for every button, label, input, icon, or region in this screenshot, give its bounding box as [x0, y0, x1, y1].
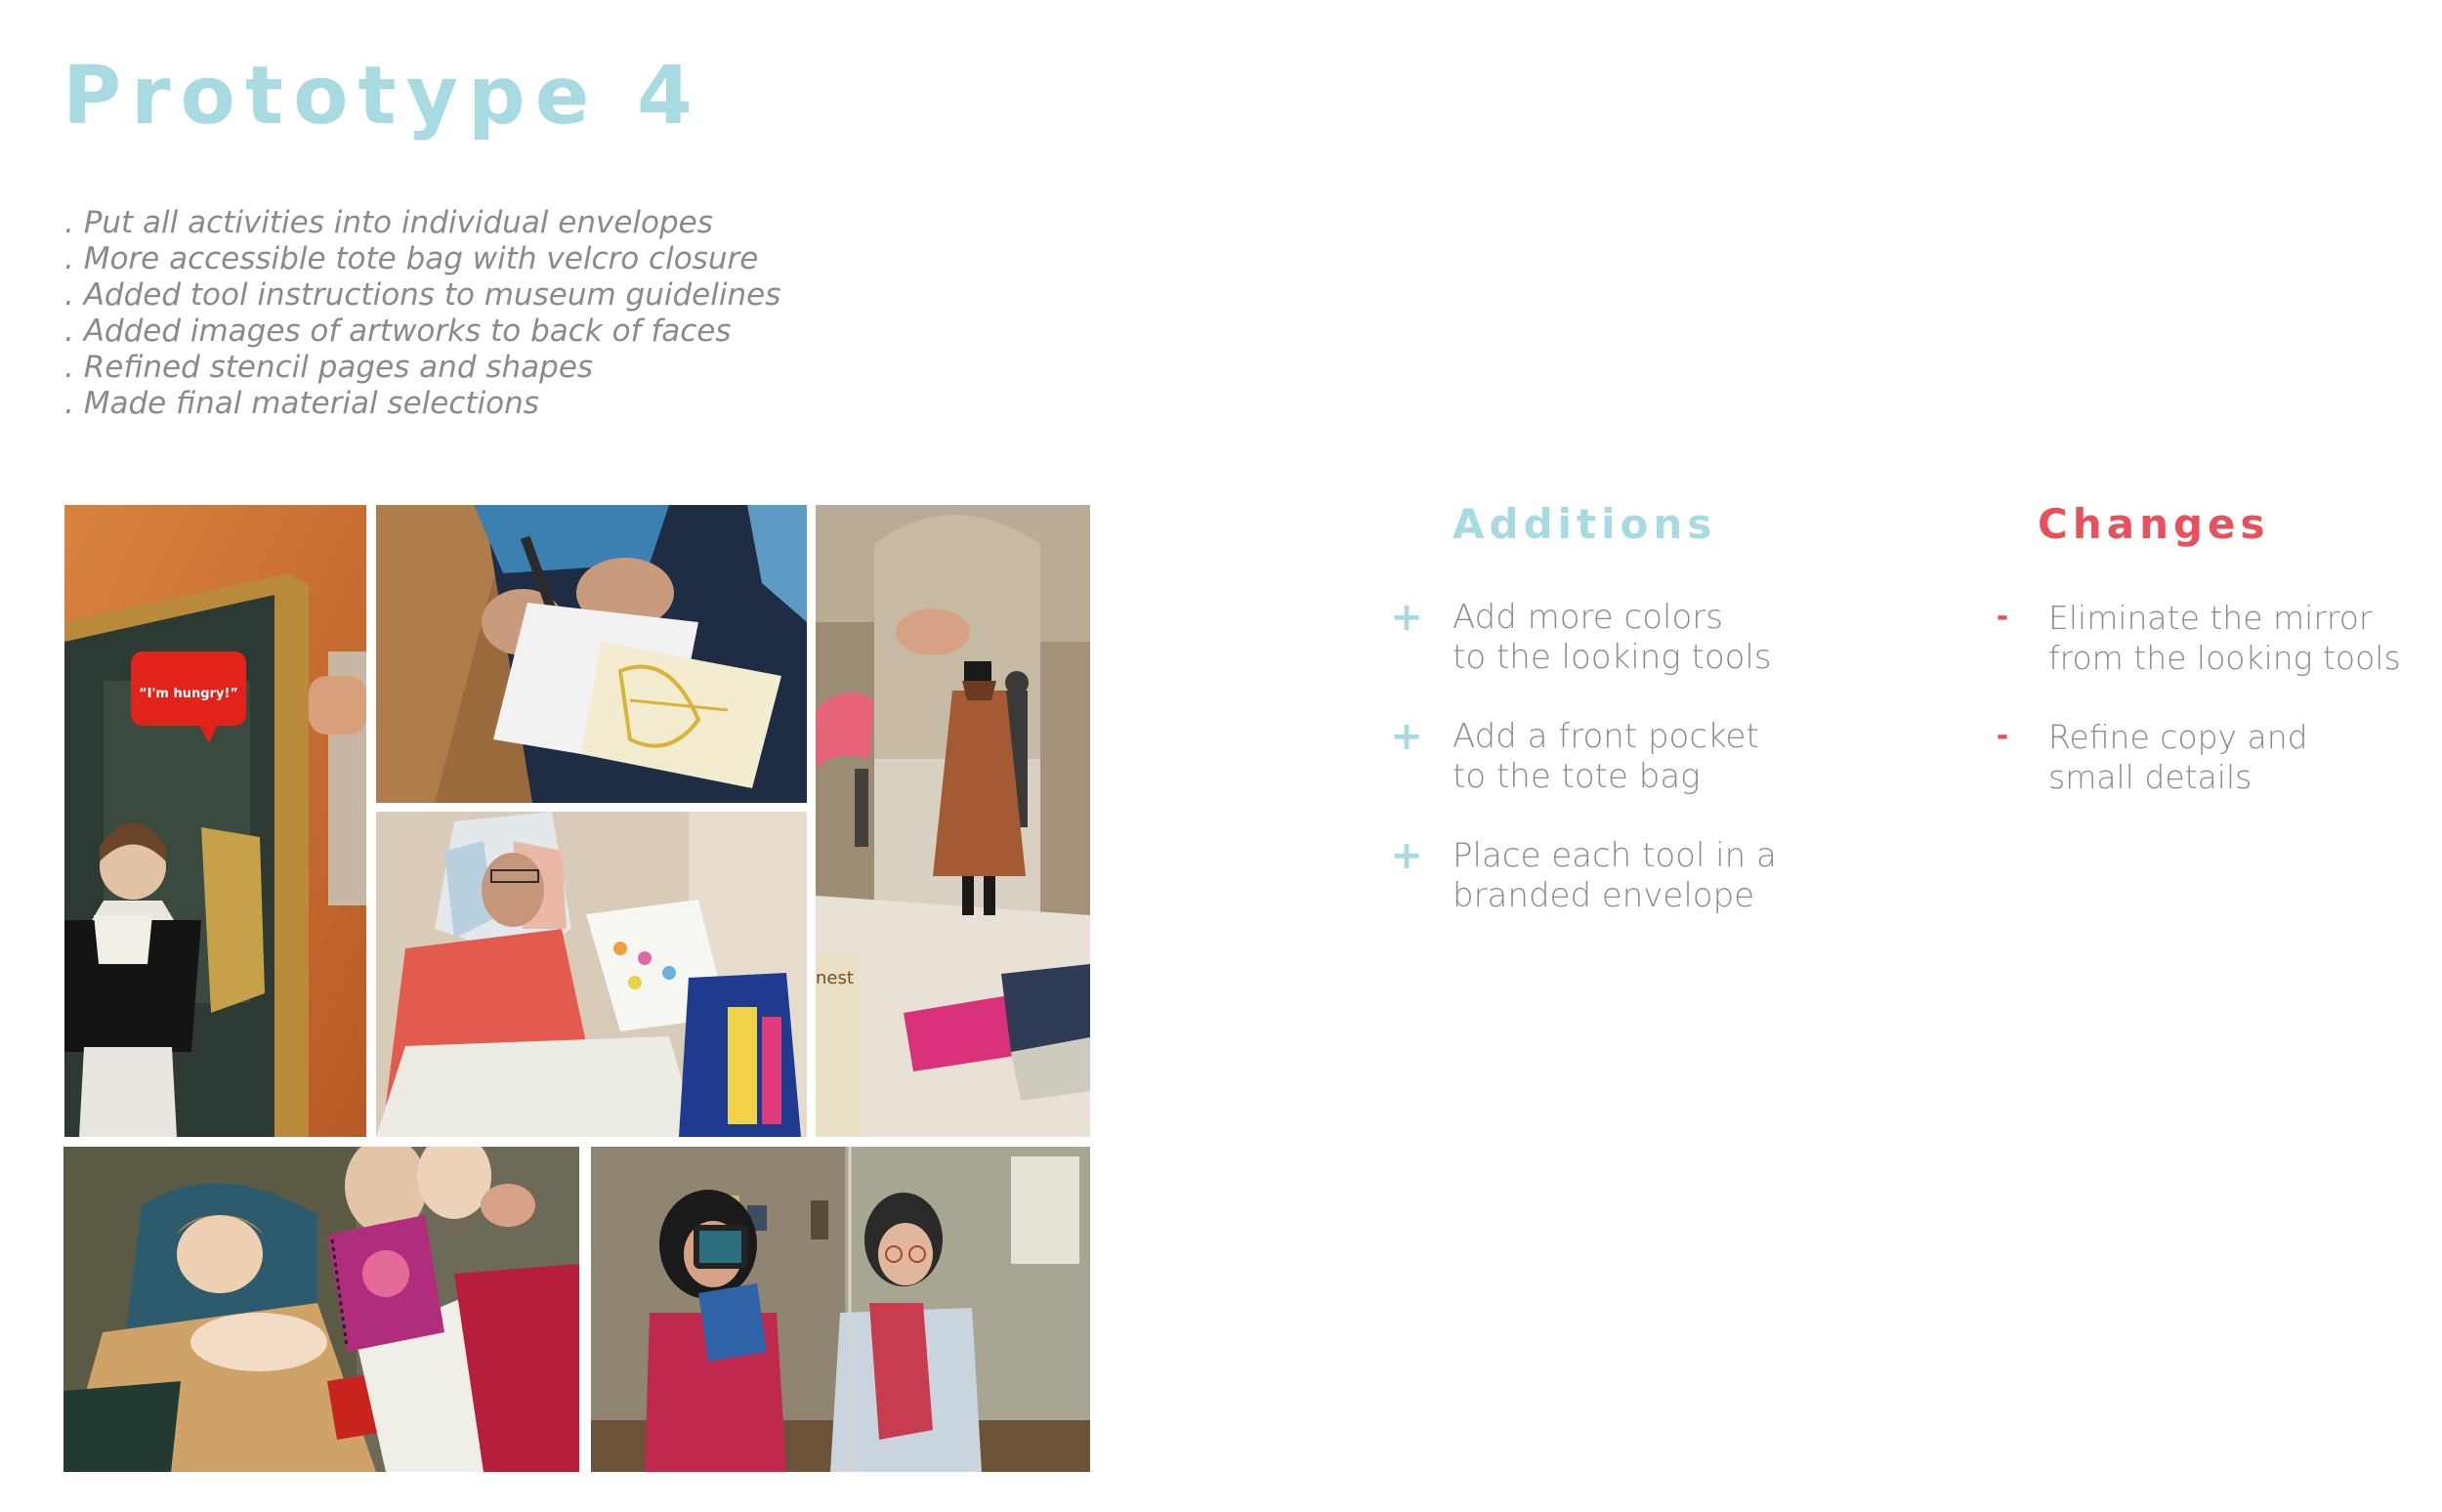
change-item: [1983, 598, 2401, 717]
note-item: . Added images of artworks to back of faces: [64, 314, 732, 349]
photo-painting-speech-bubble: [64, 505, 366, 1137]
addition-text-line: branded envelope: [1453, 876, 1755, 915]
prototype-notes-list: [64, 205, 780, 422]
photo-woman-worksheet: [376, 812, 807, 1137]
photo-cutout-figure: [816, 505, 1090, 1137]
addition-item: [1387, 595, 1777, 717]
addition-item: [1387, 714, 1777, 836]
photo-girls-gallery: [591, 1147, 1090, 1472]
addition-text-line: to the tote bag: [1453, 757, 1701, 796]
addition-text-line: Add more colors: [1453, 598, 1723, 637]
addition-text-line: to the looking tools: [1453, 638, 1772, 677]
photo-painting-sleeping-woman: [63, 1147, 579, 1472]
changes-list: [1983, 598, 2401, 836]
page-title: Prototype 4: [63, 50, 702, 143]
note-item: . Refined stencil pages and shapes: [64, 350, 594, 385]
note-item: . Added tool instructions to museum guidelines: [64, 277, 781, 313]
note-item: . Made final material selections: [64, 386, 539, 421]
minus-icon: -: [1996, 600, 2009, 634]
change-text-line: Refine copy and: [2048, 718, 2308, 756]
additions-heading: Additions: [1453, 500, 1717, 548]
plus-icon: +: [1390, 833, 1423, 878]
change-item: [1983, 717, 2401, 836]
changes-heading: Changes: [2038, 500, 2270, 548]
note-item: . More accessible tote bag with velcro closure: [64, 241, 759, 276]
change-text-line: Eliminate the mirror: [2048, 599, 2373, 637]
note-item: . Put all activities into individual envelopes: [64, 205, 713, 240]
additions-list: [1387, 595, 1777, 955]
plus-icon: +: [1390, 595, 1423, 640]
change-text-line: small details: [2048, 758, 2253, 796]
photo-hands-drawing: [376, 505, 807, 803]
addition-item: [1387, 833, 1777, 955]
addition-text-line: Add a front pocket: [1453, 717, 1759, 756]
plus-icon: +: [1390, 714, 1423, 759]
addition-text-line: Place each tool in a: [1453, 836, 1777, 875]
minus-icon: -: [1996, 719, 2009, 753]
svg-text:nest: nest: [816, 968, 854, 988]
speech-bubble-text: “I'm hungry!”: [139, 687, 238, 701]
change-text-line: from the looking tools: [2048, 639, 2401, 677]
